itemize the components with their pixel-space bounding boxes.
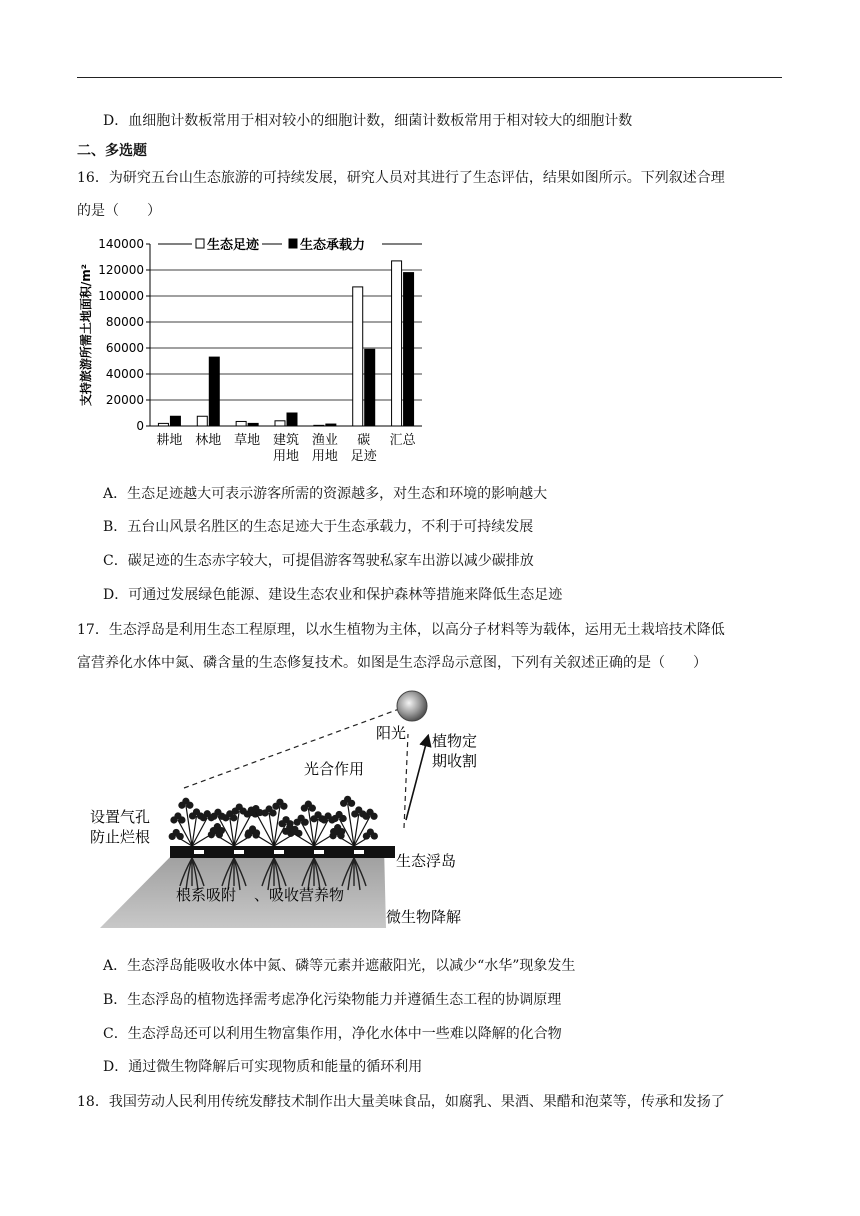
bar-footprint (314, 425, 324, 426)
bar-footprint (353, 287, 363, 426)
bar-capacity (404, 273, 414, 426)
aquatic-plants (169, 796, 378, 846)
legend-swatch-footprint (196, 239, 204, 248)
q17-stem-line2: 富营养化水体中氮、磷含量的生态修复技术。如图是生态浮岛示意图，下列有关叙述正确的是（ ） (77, 655, 707, 671)
q16-option-c: C．碳足迹的生态赤字较大，可提倡游客驾驶私家车出游以减少碳排放 (103, 553, 534, 569)
label-microbe: 微生物降解 (386, 908, 462, 926)
q17-option-d: D．通过微生物降解后可实现物质和能量的循环利用 (103, 1059, 423, 1075)
q17-stem-line1: 17．生态浮岛是利用生态工程原理，以水生植物为主体，以高分子材料等为载体，运用无土栽培技术降低 (77, 622, 725, 638)
label-roots-a: 根系吸附 (176, 886, 237, 904)
bar-footprint (392, 261, 402, 426)
x-tick-label: 林地 (195, 433, 222, 448)
bar-footprint (236, 421, 246, 426)
label-island: 生态浮岛 (396, 852, 457, 870)
y-tick-label: 60000 (105, 341, 144, 355)
y-tick-label: 120000 (98, 263, 144, 277)
x-tick-label: 用地 (311, 449, 338, 464)
y-tick-label: 80000 (105, 315, 144, 329)
bar-capacity (248, 423, 258, 426)
q18-stem-line1: 18．我国劳动人民利用传统发酵技术制作出大量美味食品，如腐乳、果酒、果醋和泡菜等，传承和发扬了 (77, 1094, 725, 1110)
y-tick-label: 100000 (98, 289, 144, 303)
legend-label-footprint: 生态足迹 (207, 238, 260, 253)
label-vent-2: 防止烂根 (90, 828, 151, 846)
x-tick-label: 渔业 (311, 433, 338, 448)
x-tick-label: 汇总 (389, 433, 416, 448)
y-tick-label: 40000 (105, 367, 144, 381)
q16-option-d: D．可通过发展绿色能源、建设生态农业和保护森林等措施来降低生态足迹 (103, 587, 563, 603)
label-harvest-2: 期收割 (432, 752, 478, 770)
sunlight-ray (184, 708, 402, 788)
bar-footprint (197, 416, 207, 426)
q15-option-d: D．血细胞计数板常用于相对较小的细胞计数，细菌计数板常用于相对较大的细胞计数 (103, 113, 633, 129)
y-tick-label: 0 (136, 419, 144, 433)
q16-option-a: A．生态足迹越大可表示游客所需的资源越多，对生态和环境的影响越大 (103, 486, 548, 502)
y-tick-label: 140000 (98, 237, 144, 251)
label-vent-1: 设置气孔 (90, 808, 151, 826)
x-tick-label: 碳 (357, 433, 371, 448)
bar-capacity (170, 416, 180, 426)
sun-icon (397, 691, 427, 721)
x-tick-label: 建筑 (272, 433, 300, 448)
x-tick-label: 耕地 (156, 433, 183, 448)
bar-capacity (209, 357, 219, 426)
y-tick-label: 20000 (105, 393, 144, 407)
label-sun: 阳光 (376, 724, 407, 742)
q17-option-c: C．生态浮岛还可以利用生物富集作用，净化水体中一些难以降解的化合物 (103, 1026, 562, 1042)
q16-option-b: B．五台山风景名胜区的生态足迹大于生态承载力，不利于可持续发展 (103, 519, 534, 535)
x-tick-label: 用地 (272, 449, 300, 464)
legend-swatch-capacity (289, 239, 297, 248)
harvest-arrow (406, 740, 427, 820)
bar-capacity (365, 349, 375, 426)
header-rule (77, 77, 782, 78)
ecological-footprint-chart (76, 226, 436, 476)
legend-label-capacity: 生态承载力 (300, 238, 366, 253)
section-heading: 二、多选题 (77, 143, 147, 159)
q17-option-a: A．生态浮岛能吸收水体中氮、磷等元素并遮蔽阳光，以减少“水华”现象发生 (103, 958, 576, 974)
q16-stem-line2: 的是（ ） (77, 203, 161, 219)
label-harvest-1: 植物定 (432, 732, 478, 750)
bar-footprint (158, 423, 168, 426)
bar-footprint (275, 421, 285, 426)
q17-option-b: B．生态浮岛的植物选择需考虑净化污染物能力并遵循生态工程的协调原理 (103, 992, 562, 1008)
q16-stem-line1: 16．为研究五台山生态旅游的可持续发展，研究人员对其进行了生态评估，结果如图所示。下列叙述合理 (77, 170, 725, 186)
label-roots-b: 、吸收营养物 (254, 886, 345, 904)
bar-capacity (287, 413, 297, 426)
bar-capacity (326, 424, 336, 426)
y-axis-label: 支持旅游所需土地面积/m² (79, 263, 93, 407)
x-tick-label: 足迹 (350, 449, 377, 464)
x-tick-label: 草地 (234, 433, 261, 448)
label-photosynthesis: 光合作用 (304, 760, 365, 778)
ecological-floating-island-diagram (84, 688, 494, 938)
